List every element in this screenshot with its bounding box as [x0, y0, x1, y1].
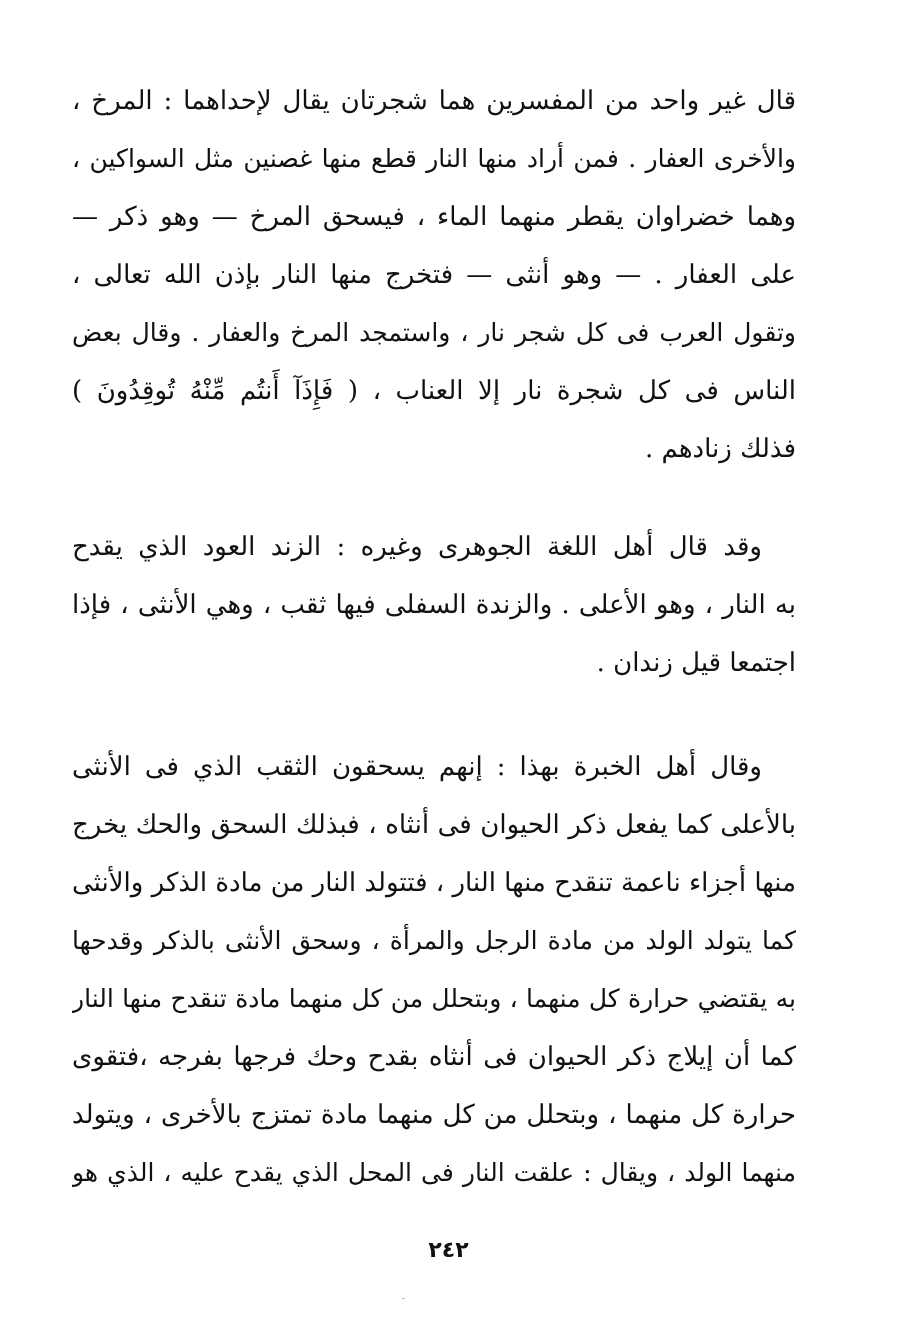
text-line: كما أن إيلاج ذكر الحيوان فى أنثاه بقدح وحك فرجها بفرجه ،فتقوى: [72, 1042, 796, 1072]
scan-speck: [402, 1298, 405, 1299]
text-line: وهما خضراوان يقطر منهما الماء ، فيسحق المرخ — وهو ذكر —: [72, 202, 796, 232]
text-line: والأخرى العفار . فمن أراد منها النار قطع منها غصنين مثل السواكين ،: [72, 144, 796, 173]
text-line: وقال أهل الخبرة بهذا : إنهم يسحقون الثقب الذي فى الأنثى: [72, 752, 762, 782]
page-number: ٢٤٢: [428, 1238, 469, 1263]
text-line: حرارة كل منهما ، وبتحلل من كل منهما مادة تمتزج بالأخرى ، ويتولد: [72, 1100, 796, 1130]
paragraph-1: [72, 72, 796, 478]
text-line: فذلك زنادهم .: [644, 434, 796, 464]
text-line: بالأعلى كما يفعل ذكر الحيوان فى أنثاه ، فبذلك السحق والحك يخرج: [72, 810, 796, 840]
text-line: به يقتضي حرارة كل منهما ، وبتحلل من كل منهما مادة تنقدح منها النار: [72, 984, 796, 1013]
text-line: كما يتولد الولد من مادة الرجل والمرأة ، وسحق الأنثى بالذكر وقدحها: [72, 926, 796, 955]
text-line: وتقول العرب فى كل شجر نار ، واستمجد المرخ والعفار . وقال بعض: [72, 318, 796, 347]
paragraph-3: [72, 738, 796, 1202]
text-line: به النار ، وهو الأعلى . والزندة السفلى فيها ثقب ، وهي الأنثى ، فإذا: [72, 590, 796, 620]
text-line: منهما الولد ، ويقال : علقت النار فى المحل الذي يقدح عليه ، الذي هو: [72, 1158, 796, 1187]
text-line: وقد قال أهل اللغة الجوهرى وغيره : الزند العود الذي يقدح: [72, 532, 762, 562]
text-line: الناس فى كل شجرة نار إلا العناب ، ( فَإِذَآ أَنتُم مِّنْهُ تُوقِدُونَ ): [72, 376, 796, 406]
text-line: منها أجزاء ناعمة تنقدح منها النار ، فتتولد النار من مادة الذكر والأنثى: [72, 868, 796, 898]
text-line: قال غير واحد من المفسرين هما شجرتان يقال لإحداهما : المرخ ،: [72, 86, 796, 116]
paragraph-2: [72, 518, 796, 692]
text-line: على العفار . — وهو أنثى — فتخرج منها النار بإذن الله تعالى ،: [72, 260, 796, 290]
text-line: اجتمعا قيل زندان .: [596, 648, 796, 678]
